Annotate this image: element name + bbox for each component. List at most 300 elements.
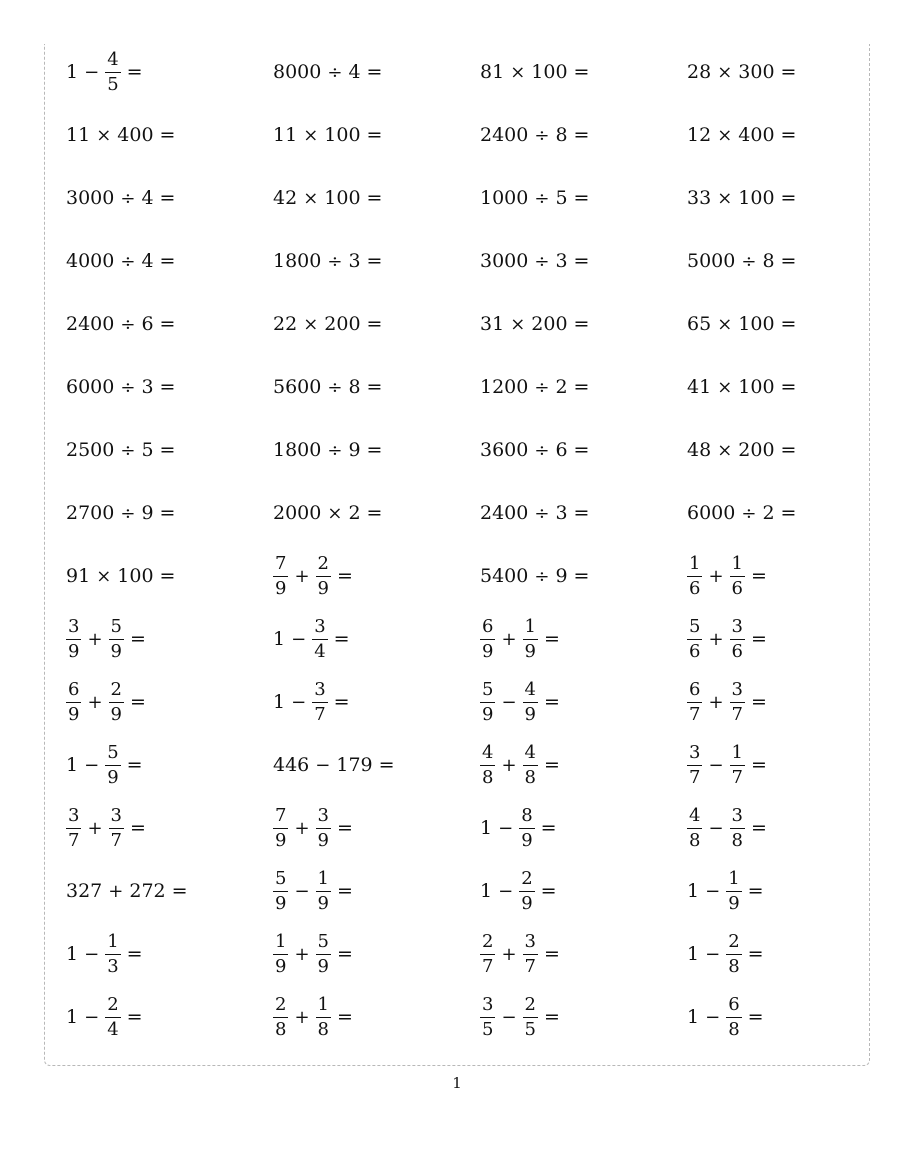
operand: 4: [348, 61, 361, 83]
problem-cell: [66, 545, 273, 608]
fraction: [316, 870, 331, 913]
operand: 100: [324, 124, 361, 146]
denominator: 9: [482, 704, 494, 725]
denominator: 7: [731, 704, 743, 725]
problem-cell: [66, 356, 273, 419]
equals-sign: =: [366, 124, 383, 146]
operand: 1: [480, 880, 493, 902]
operator: ÷: [120, 313, 136, 335]
operator: +: [708, 691, 724, 713]
denominator: 9: [524, 641, 536, 662]
operand: 8000: [273, 61, 322, 83]
problem-cell: [687, 167, 866, 230]
denominator: 9: [275, 578, 287, 599]
numerator: 7: [273, 555, 288, 577]
fraction: [273, 870, 288, 913]
problem-cell: [66, 860, 273, 923]
operand: 2: [762, 502, 775, 524]
operator: ×: [303, 187, 319, 209]
denominator: 4: [107, 1019, 119, 1040]
fraction: [523, 933, 538, 976]
operator: −: [708, 817, 724, 839]
equals-sign: =: [366, 250, 383, 272]
equals-sign: =: [130, 628, 146, 650]
fraction: [316, 996, 331, 1039]
operator: ÷: [534, 124, 550, 146]
operator: ×: [96, 124, 112, 146]
operand: 2400: [480, 502, 529, 524]
operand: 9: [348, 439, 361, 461]
operand: 3: [555, 250, 568, 272]
equals-sign: =: [544, 628, 560, 650]
equals-sign: =: [573, 313, 590, 335]
numerator: 3: [312, 618, 327, 640]
problem-cell: [687, 356, 866, 419]
denominator: 9: [521, 830, 533, 851]
equals-sign: =: [130, 691, 146, 713]
operand: 272: [129, 880, 166, 902]
operand: 2400: [66, 313, 115, 335]
problem-cell: [480, 734, 687, 797]
equals-sign: =: [159, 313, 176, 335]
problem-cell: [273, 167, 480, 230]
problem-cell: [66, 734, 273, 797]
equals-sign: =: [544, 943, 560, 965]
equals-sign: =: [333, 628, 350, 650]
problem-cell: [480, 923, 687, 986]
denominator: 9: [68, 641, 80, 662]
operand: 1: [66, 943, 79, 965]
denominator: 5: [524, 1019, 536, 1040]
numerator: 3: [730, 618, 745, 640]
operator: ×: [717, 439, 733, 461]
page-number: 1: [452, 1074, 462, 1092]
operator: ÷: [327, 439, 343, 461]
denominator: 5: [482, 1019, 494, 1040]
operator: +: [708, 565, 724, 587]
fraction: [480, 744, 495, 787]
denominator: 6: [689, 641, 701, 662]
problem-cell: [480, 482, 687, 545]
fraction: [316, 807, 331, 850]
numerator: 1: [730, 555, 745, 577]
fraction: [273, 807, 288, 850]
equals-sign: =: [780, 250, 797, 272]
fraction: [312, 681, 327, 724]
fraction: [480, 681, 495, 724]
operand: 11: [66, 124, 91, 146]
fraction: [66, 618, 81, 661]
denominator: 7: [110, 830, 122, 851]
operand: 400: [117, 124, 154, 146]
operand: 2000: [273, 502, 322, 524]
operand: 2: [555, 376, 568, 398]
problem-cell: [687, 545, 866, 608]
operand: 200: [324, 313, 361, 335]
fraction: [109, 681, 124, 724]
problem-cell: [273, 419, 480, 482]
problem-cell: [480, 986, 687, 1049]
equals-sign: =: [126, 943, 143, 965]
denominator: 7: [731, 767, 743, 788]
operator: ÷: [534, 502, 550, 524]
operator: −: [294, 880, 310, 902]
numerator: 5: [480, 681, 495, 703]
operator: +: [501, 628, 517, 650]
equals-sign: =: [159, 565, 176, 587]
equals-sign: =: [337, 565, 353, 587]
operator: ÷: [741, 250, 757, 272]
operator: −: [84, 754, 100, 776]
denominator: 8: [317, 1019, 329, 1040]
equals-sign: =: [544, 691, 560, 713]
fraction: [726, 933, 741, 976]
operator: +: [501, 943, 517, 965]
denominator: 9: [524, 704, 536, 725]
equals-sign: =: [159, 439, 176, 461]
problem-cell: [66, 167, 273, 230]
problem-cell: [66, 419, 273, 482]
operator: ÷: [120, 376, 136, 398]
denominator: 9: [275, 956, 287, 977]
operator: ×: [717, 61, 733, 83]
fraction: [105, 51, 120, 94]
problem-cell: [273, 356, 480, 419]
operand: 327: [66, 880, 103, 902]
equals-sign: =: [130, 817, 146, 839]
equals-sign: =: [780, 439, 797, 461]
equals-sign: =: [337, 817, 353, 839]
operand: 100: [738, 313, 775, 335]
problem-cell: [687, 230, 866, 293]
equals-sign: =: [573, 376, 590, 398]
operand: 3: [555, 502, 568, 524]
operand: 91: [66, 565, 91, 587]
operator: ÷: [534, 187, 550, 209]
fraction: [687, 618, 702, 661]
numerator: 1: [316, 870, 331, 892]
denominator: 5: [107, 74, 119, 95]
numerator: 6: [687, 681, 702, 703]
operand: 65: [687, 313, 712, 335]
operand: 3: [141, 376, 154, 398]
problem-cell: [480, 293, 687, 356]
problem-cell: [480, 356, 687, 419]
operand: 1: [66, 61, 79, 83]
numerator: 2: [316, 555, 331, 577]
fraction: [273, 933, 288, 976]
numerator: 2: [726, 933, 741, 955]
operand: 31: [480, 313, 505, 335]
denominator: 9: [107, 767, 119, 788]
problem-cell: [687, 923, 866, 986]
operand: 1: [66, 754, 79, 776]
numerator: 3: [66, 807, 81, 829]
denominator: 9: [317, 830, 329, 851]
numerator: 3: [687, 744, 702, 766]
operator: ×: [327, 502, 343, 524]
denominator: 7: [68, 830, 80, 851]
equals-sign: =: [573, 124, 590, 146]
operator: ÷: [327, 376, 343, 398]
problem-cell: [273, 860, 480, 923]
problem-cell: [66, 293, 273, 356]
operand: 1: [273, 628, 286, 650]
numerator: 2: [480, 933, 495, 955]
numerator: 1: [730, 744, 745, 766]
fraction: [730, 807, 745, 850]
problem-cell: [687, 671, 866, 734]
operator: −: [708, 754, 724, 776]
operand: 6: [555, 439, 568, 461]
fraction: [523, 618, 538, 661]
operand: 33: [687, 187, 712, 209]
equals-sign: =: [780, 376, 797, 398]
denominator: 7: [314, 704, 326, 725]
problem-cell: [66, 104, 273, 167]
fraction: [687, 807, 702, 850]
operand: 8: [348, 376, 361, 398]
denominator: 9: [521, 893, 533, 914]
problem-cell: [273, 104, 480, 167]
denominator: 9: [728, 893, 740, 914]
fraction: [730, 555, 745, 598]
operator: ×: [717, 313, 733, 335]
fraction: [519, 807, 534, 850]
operand: 5600: [273, 376, 322, 398]
operator: −: [84, 1006, 100, 1028]
fraction: [519, 870, 534, 913]
equals-sign: =: [159, 124, 176, 146]
operator: −: [498, 817, 514, 839]
operand: 1000: [480, 187, 529, 209]
equals-sign: =: [573, 439, 590, 461]
operand: 100: [738, 376, 775, 398]
operand: 8: [555, 124, 568, 146]
equals-sign: =: [751, 628, 767, 650]
numerator: 7: [273, 807, 288, 829]
operator: ×: [510, 313, 526, 335]
problem-grid: [66, 41, 866, 1049]
operand: 400: [738, 124, 775, 146]
numerator: 6: [66, 681, 81, 703]
numerator: 2: [523, 996, 538, 1018]
denominator: 7: [524, 956, 536, 977]
operand: 6: [141, 313, 154, 335]
problem-cell: [480, 608, 687, 671]
fraction: [730, 681, 745, 724]
operator: +: [708, 628, 724, 650]
operand: 3000: [480, 250, 529, 272]
numerator: 4: [480, 744, 495, 766]
numerator: 1: [523, 618, 538, 640]
operand: 5400: [480, 565, 529, 587]
operand: 3600: [480, 439, 529, 461]
numerator: 2: [109, 681, 124, 703]
numerator: 4: [105, 51, 120, 73]
equals-sign: =: [573, 61, 590, 83]
problem-cell: [480, 419, 687, 482]
denominator: 6: [689, 578, 701, 599]
denominator: 6: [731, 641, 743, 662]
problem-cell: [687, 986, 866, 1049]
denominator: 8: [728, 956, 740, 977]
operand: 22: [273, 313, 298, 335]
problem-cell: [687, 293, 866, 356]
operand: 2400: [480, 124, 529, 146]
equals-sign: =: [366, 376, 383, 398]
problem-cell: [273, 734, 480, 797]
numerator: 4: [687, 807, 702, 829]
operand: 41: [687, 376, 712, 398]
operand: 5: [555, 187, 568, 209]
equals-sign: =: [366, 502, 383, 524]
problem-cell: [273, 41, 480, 104]
numerator: 6: [480, 618, 495, 640]
equals-sign: =: [337, 880, 353, 902]
equals-sign: =: [780, 313, 797, 335]
fraction: [480, 618, 495, 661]
operator: +: [294, 943, 310, 965]
numerator: 1: [105, 933, 120, 955]
operator: −: [705, 943, 721, 965]
problem-cell: [480, 797, 687, 860]
problem-cell: [480, 545, 687, 608]
operand: 3: [348, 250, 361, 272]
equals-sign: =: [544, 1006, 560, 1028]
operand: 4000: [66, 250, 115, 272]
operator: ÷: [120, 439, 136, 461]
denominator: 6: [731, 578, 743, 599]
numerator: 2: [105, 996, 120, 1018]
denominator: 3: [107, 956, 119, 977]
problem-cell: [687, 482, 866, 545]
numerator: 4: [523, 681, 538, 703]
problem-cell: [66, 986, 273, 1049]
equals-sign: =: [159, 187, 176, 209]
equals-sign: =: [159, 250, 176, 272]
equals-sign: =: [747, 943, 764, 965]
equals-sign: =: [366, 313, 383, 335]
problem-cell: [480, 230, 687, 293]
numerator: 5: [105, 744, 120, 766]
operator: ÷: [534, 439, 550, 461]
problem-cell: [66, 923, 273, 986]
denominator: 9: [317, 893, 329, 914]
operator: −: [705, 880, 721, 902]
numerator: 3: [316, 807, 331, 829]
fraction: [480, 933, 495, 976]
equals-sign: =: [540, 817, 557, 839]
operand: 6000: [66, 376, 115, 398]
operator: ×: [717, 376, 733, 398]
fraction: [687, 555, 702, 598]
problem-cell: [687, 860, 866, 923]
operator: ×: [510, 61, 526, 83]
denominator: 4: [314, 641, 326, 662]
operator: +: [294, 817, 310, 839]
operand: 9: [555, 565, 568, 587]
numerator: 1: [726, 870, 741, 892]
operand: 28: [687, 61, 712, 83]
fraction: [523, 681, 538, 724]
operand: 200: [738, 439, 775, 461]
operator: ÷: [534, 565, 550, 587]
equals-sign: =: [780, 502, 797, 524]
operand: 1800: [273, 250, 322, 272]
operator: ÷: [327, 250, 343, 272]
operand: 100: [738, 187, 775, 209]
equals-sign: =: [751, 691, 767, 713]
equals-sign: =: [366, 61, 383, 83]
denominator: 7: [689, 767, 701, 788]
numerator: 5: [273, 870, 288, 892]
fraction: [726, 870, 741, 913]
numerator: 3: [109, 807, 124, 829]
operand: 100: [531, 61, 568, 83]
problem-cell: [273, 671, 480, 734]
denominator: 8: [275, 1019, 287, 1040]
fraction: [66, 807, 81, 850]
operand: 48: [687, 439, 712, 461]
denominator: 8: [689, 830, 701, 851]
operator: −: [291, 628, 307, 650]
operand: 5: [141, 439, 154, 461]
problem-cell: [273, 797, 480, 860]
operator: −: [84, 943, 100, 965]
equals-sign: =: [747, 1006, 764, 1028]
numerator: 1: [687, 555, 702, 577]
denominator: 9: [482, 641, 494, 662]
fraction: [105, 996, 120, 1039]
numerator: 8: [519, 807, 534, 829]
operand: 1200: [480, 376, 529, 398]
denominator: 7: [689, 704, 701, 725]
operator: ×: [303, 313, 319, 335]
equals-sign: =: [378, 754, 395, 776]
numerator: 3: [480, 996, 495, 1018]
operator: ÷: [534, 250, 550, 272]
operator: ×: [717, 124, 733, 146]
problem-cell: [687, 797, 866, 860]
denominator: 9: [110, 704, 122, 725]
operand: 1: [66, 1006, 79, 1028]
operator: ÷: [120, 250, 136, 272]
operand: 446: [273, 754, 310, 776]
numerator: 4: [523, 744, 538, 766]
denominator: 7: [482, 956, 494, 977]
denominator: 9: [68, 704, 80, 725]
equals-sign: =: [751, 817, 767, 839]
operand: 42: [273, 187, 298, 209]
problem-cell: [66, 608, 273, 671]
fraction: [687, 744, 702, 787]
operand: 5000: [687, 250, 736, 272]
equals-sign: =: [366, 439, 383, 461]
fraction: [273, 555, 288, 598]
fraction: [726, 996, 741, 1039]
fraction: [730, 618, 745, 661]
operator: ÷: [120, 187, 136, 209]
problem-cell: [273, 923, 480, 986]
problem-cell: [273, 482, 480, 545]
fraction: [273, 996, 288, 1039]
problem-cell: [66, 230, 273, 293]
equals-sign: =: [780, 124, 797, 146]
numerator: 5: [687, 618, 702, 640]
operand: 1800: [273, 439, 322, 461]
numerator: 3: [730, 807, 745, 829]
